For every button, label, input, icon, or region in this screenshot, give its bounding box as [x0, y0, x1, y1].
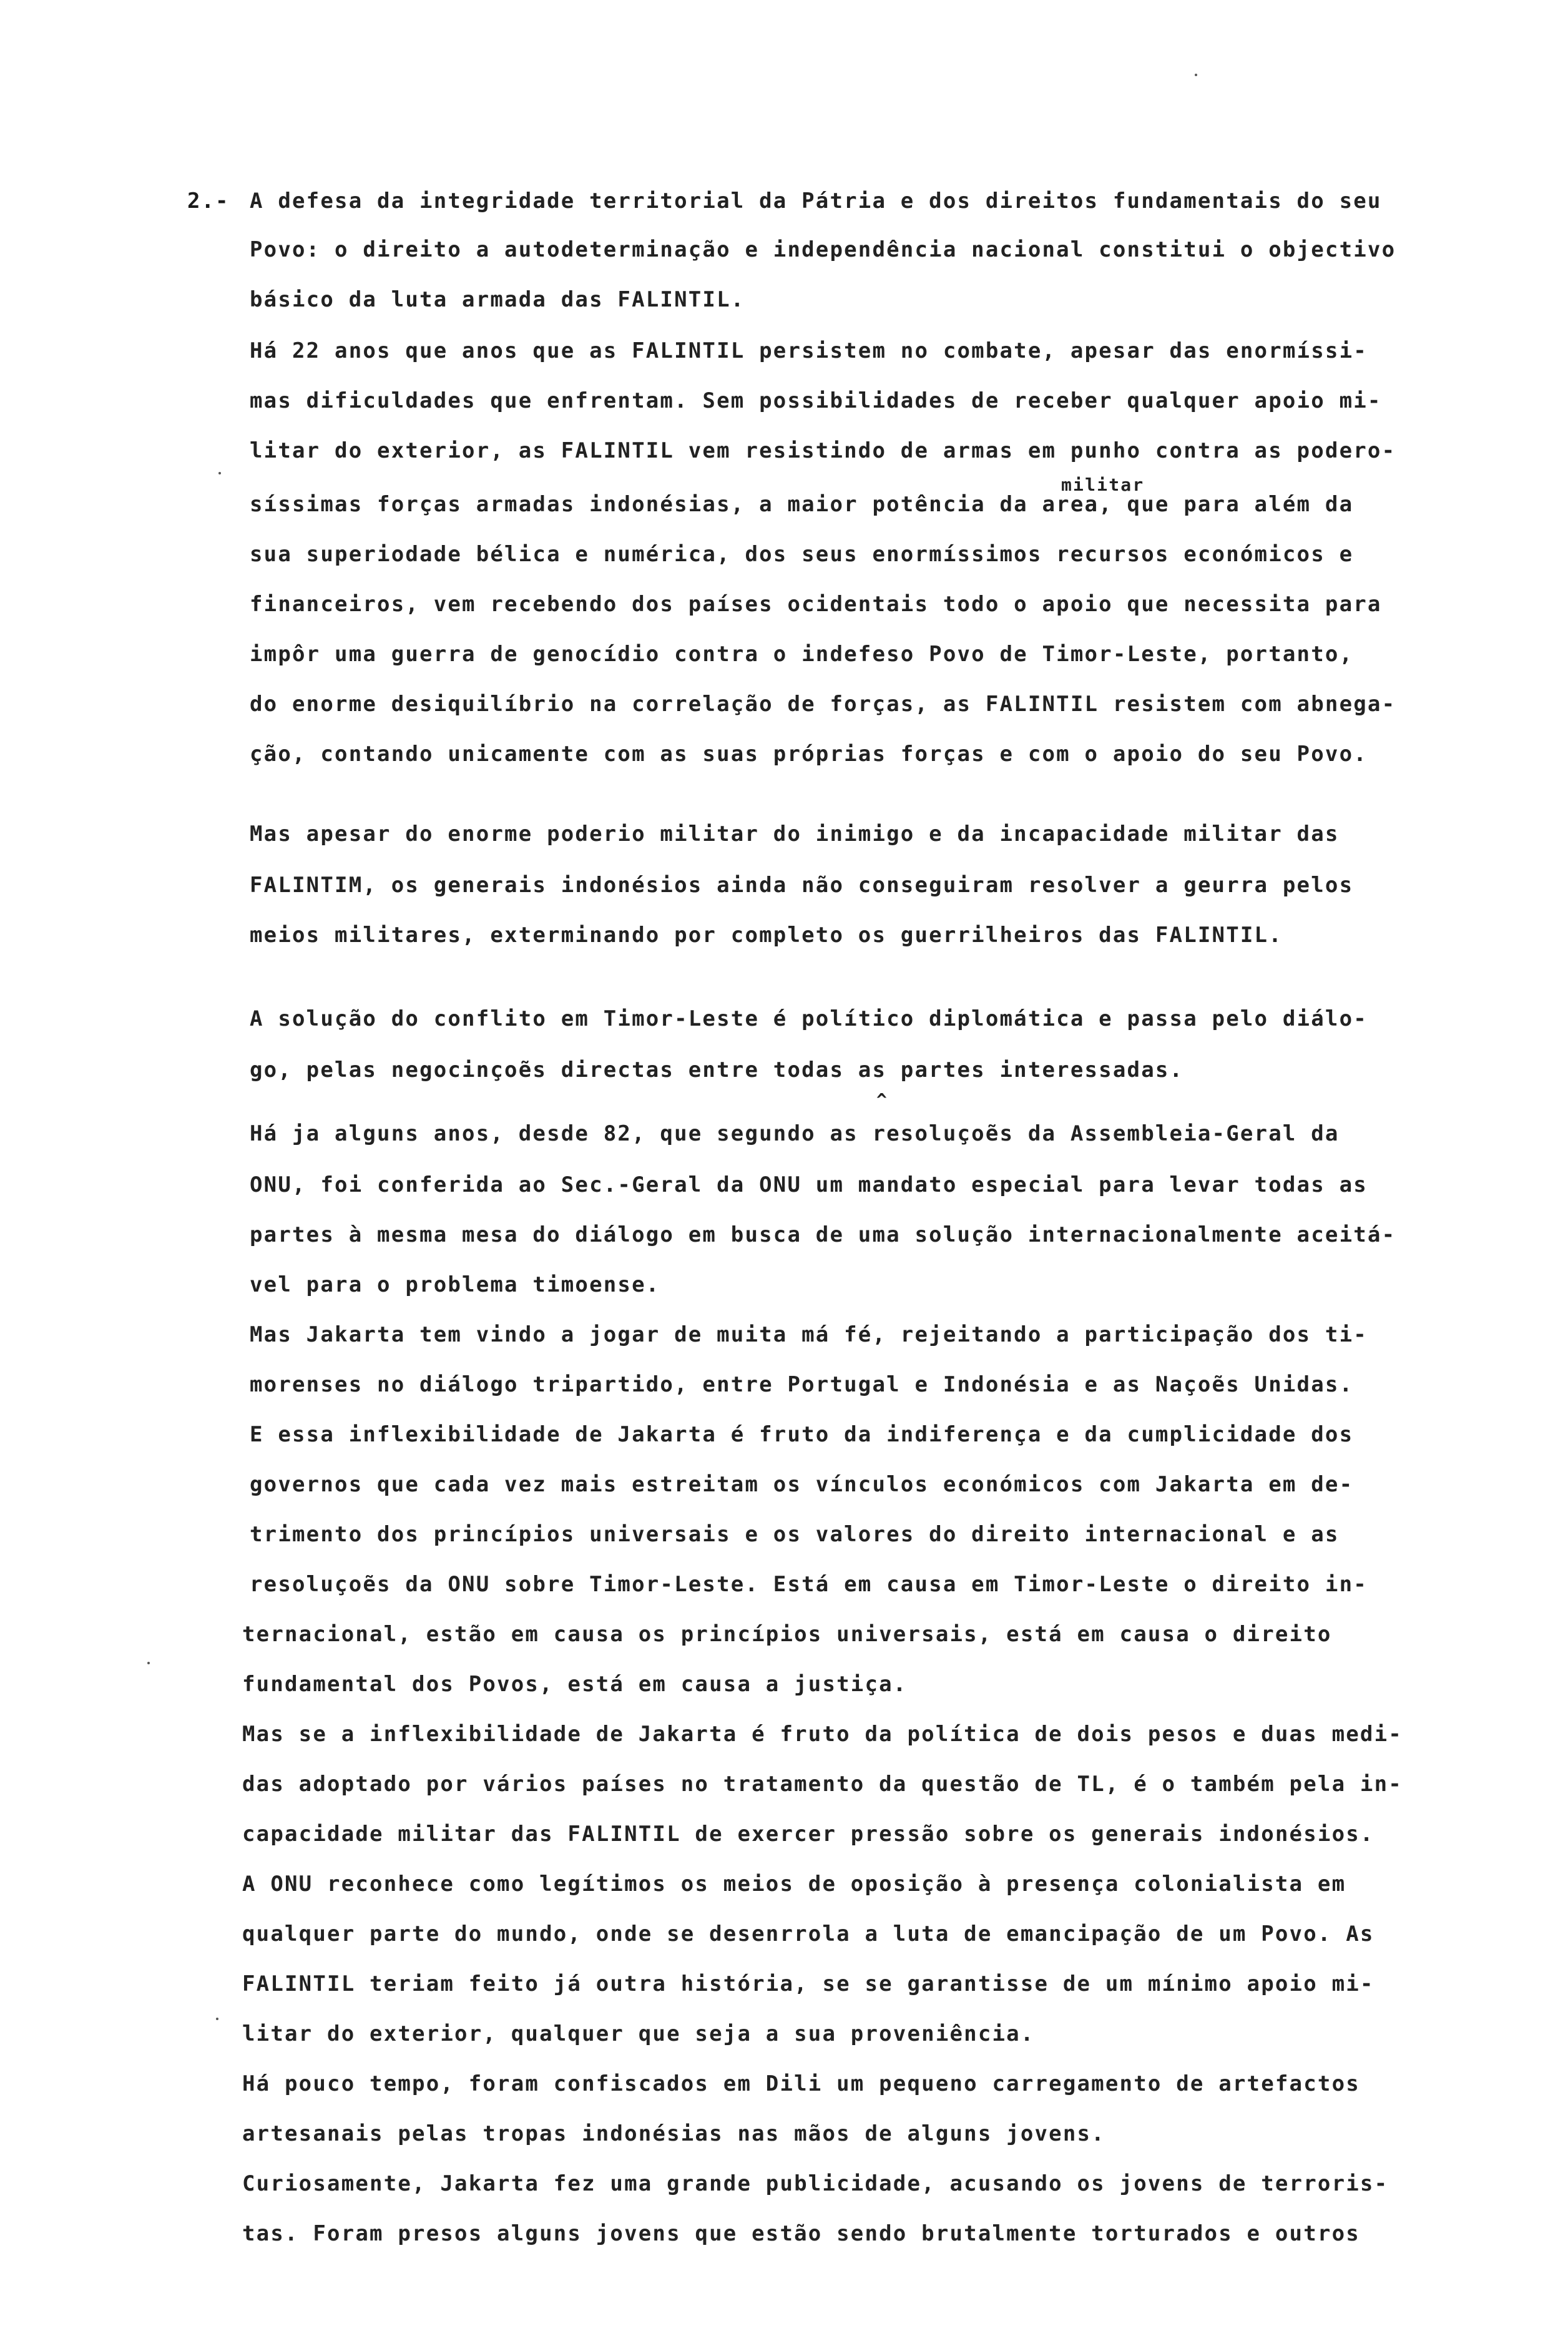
text-line: Povo: o direito a autodeterminação e independência nacional constitui o objectivo [250, 237, 1396, 262]
text-line: das adoptado por vários países no tratamento da questão de TL, é o também pela in- [242, 1772, 1403, 1797]
text-line: Há 22 anos que anos que as FALINTIL persistem no combate, apesar das enormíssi- [250, 338, 1368, 363]
interlinear-insertion: militar [1061, 474, 1145, 495]
text-line: ção, contando unicamente com as suas próprias forças e com o apoio do seu Povo. [250, 742, 1368, 767]
text-line: Mas apesar do enorme poderio militar do inimigo e da incapacidade militar das [250, 822, 1340, 847]
text-line: morenses no diálogo tripartido, entre Portugal e Indonésia e as Naçoẽs Unidas. [250, 1372, 1354, 1397]
text-line: básico da luta armada das FALINTIL. [250, 287, 745, 312]
scan-speck [147, 1662, 150, 1664]
text-line: Mas Jakarta tem vindo a jogar de muita má fé, rejeitando a participação dos ti- [250, 1322, 1368, 1347]
text-line: qualquer parte do mundo, onde se desenrrola a luta de emancipação de um Povo. As [242, 1921, 1374, 1946]
text-line: fundamental dos Povos, está em causa a justiça. [242, 1672, 908, 1697]
scan-speck [218, 472, 221, 474]
text-line: A ONU reconhece como legítimos os meios de oposição à presença colonialista em [242, 1872, 1346, 1897]
text-line: partes à mesma mesa do diálogo em busca de uma solução internacionalmente aceitá- [250, 1222, 1396, 1247]
text-line: tas. Foram presos alguns jovens que estão sendo brutalmente torturados e outros [242, 2221, 1360, 2246]
text-line: trimento dos princípios universais e os valores do direito internacional e as [250, 1522, 1340, 1547]
text-line: ternacional, estão em causa os princípios universais, está em causa o direito [242, 1622, 1332, 1647]
text-line: capacidade militar das FALINTIL de exercer pressão sobre os generais indonésios. [242, 1822, 1374, 1847]
text-line: governos que cada vez mais estreitam os vínculos económicos com Jakarta em de- [250, 1472, 1354, 1497]
text-line: FALINTIL teriam feito já outra história, se se garantisse de um mínimo apoio mi- [242, 1971, 1374, 1996]
text-line: artesanais pelas tropas indonésias nas mãos de alguns jovens. [242, 2121, 1105, 2146]
scan-speck [216, 2018, 218, 2020]
caret-mark: ^ [876, 1089, 889, 1110]
text-line: vel para o problema timoense. [250, 1272, 660, 1297]
text-line: síssimas forças armadas indonésias, a maior potência da area, que para além da [250, 492, 1354, 517]
text-line: impôr uma guerra de genocídio contra o indefeso Povo de Timor-Leste, portanto, [250, 642, 1354, 667]
text-line: sua superiodade bélica e numérica, dos seus enormíssimos recursos económicos e [250, 542, 1354, 567]
text-line: Há ja alguns anos, desde 82, que segundo as resoluçoẽs da Assembleia-Geral da [250, 1121, 1340, 1146]
text-line: FALINTIM, os generais indonésios ainda não conseguiram resolver a geurra pelos [250, 873, 1354, 898]
text-line: resoluçoẽs da ONU sobre Timor-Leste. Está em causa em Timor-Leste o direito in- [250, 1572, 1368, 1597]
text-line: Curiosamente, Jakarta fez uma grande publicidade, acusando os jovens de terroris- [242, 2171, 1389, 2196]
text-line: meios militares, exterminando por completo os guerrilheiros das FALINTIL. [250, 923, 1283, 948]
text-line: Há pouco tempo, foram confiscados em Dili um pequeno carregamento de artefactos [242, 2071, 1360, 2096]
text-line: do enorme desiquilíbrio na correlação de forças, as FALINTIL resistem com abnega- [250, 692, 1396, 717]
text-line: go, pelas negocinçoẽs directas entre todas as partes interessadas. [250, 1058, 1184, 1082]
section-number: 2.- [187, 189, 230, 213]
text-line: Mas se a inflexibilidade de Jakarta é fruto da política de dois pesos e duas medi- [242, 1722, 1403, 1747]
text-line: E essa inflexibilidade de Jakarta é fruto da indiferença e da cumplicidade dos [250, 1422, 1354, 1447]
text-line: financeiros, vem recebendo dos países ocidentais todo o apoio que necessita para [250, 592, 1382, 617]
text-line: mas dificuldades que enfrentam. Sem possibilidades de receber qualquer apoio mi- [250, 388, 1382, 413]
text-line: ONU, foi conferida ao Sec.-Geral da ONU um mandato especial para levar todas as [250, 1172, 1368, 1197]
text-line: litar do exterior, qualquer que seja a sua proveniência. [242, 2021, 1035, 2046]
scan-speck [1195, 74, 1197, 76]
text-line: A defesa da integridade territorial da Pátria e dos direitos fundamentais do seu [250, 189, 1382, 213]
text-line: A solução do conflito em Timor-Leste é político diplomática e passa pelo diálo- [250, 1006, 1368, 1031]
text-line: litar do exterior, as FALINTIL vem resistindo de armas em punho contra as podero- [250, 438, 1396, 463]
